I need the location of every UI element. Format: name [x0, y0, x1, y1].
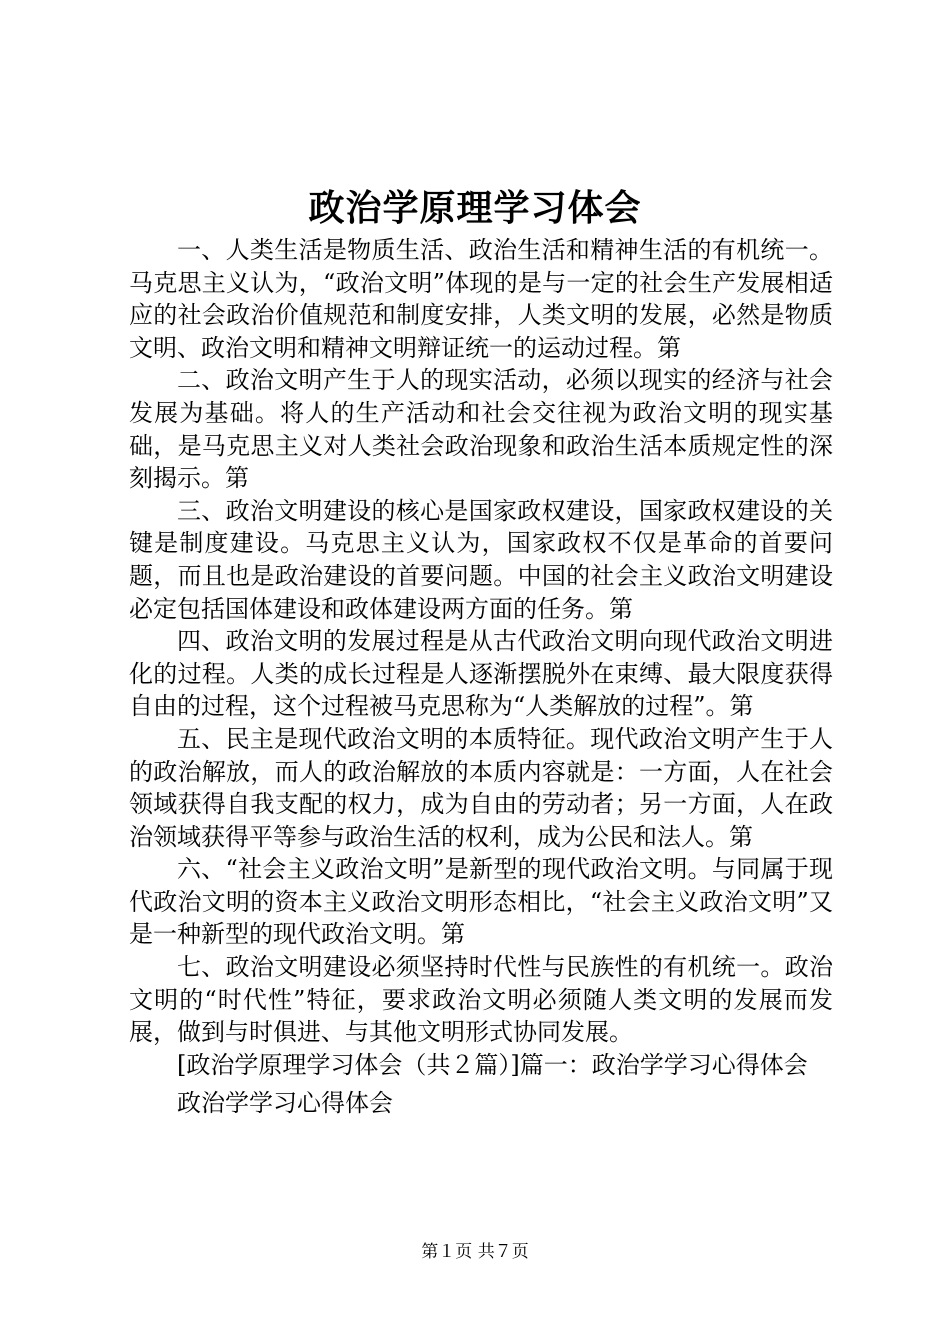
paragraph-4: 四、政治文明的发展过程是从古代政治文明向现代政治文明进化的过程。人类的成长过程是人逐渐摆脱外在束缚、最大限度获得自由的过程，这个过程被马克思称为“人类解放的过程”。第	[129, 627, 833, 721]
paragraph-3: 三、政治文明建设的核心是国家政权建设，国家政权建设的关键是制度建设。马克思主义认为，国家政权不仅是革命的首要问题，而且也是政治建设的首要问题。中国的社会主义政治文明建设必定包括国体建设和政体建设两方面的任务。第	[129, 496, 833, 623]
document-title: 政治学原理学习体会	[308, 187, 642, 229]
paragraph-2: 二、政治文明产生于人的现实活动，必须以现实的经济与社会发展为基础。将人的生产活动和社会交往视为政治文明的现实基础，是马克思主义对人类社会政治现象和政治生活本质规定性的深刻揭示。第	[129, 366, 833, 493]
document-body	[129, 234, 833, 1120]
paragraph-7: 七、政治文明建设必须坚持时代性与民族性的有机统一。政治文明的“时代性”特征，要求政治文明必须随人类文明的发展而发展，做到与时俱进、与其他文明形式协同发展。	[129, 953, 833, 1047]
paragraph-5: 五、民主是现代政治文明的本质特征。现代政治文明产生于人的政治解放，而人的政治解放的本质内容就是：一方面，人在社会领域获得自我支配的权力，成为自由的劳动者；另一方面，人在政治领域获得平等参与政治生活的权利，成为公民和法人。第	[129, 724, 833, 851]
section-subheading: 政治学学习心得体会	[177, 1089, 393, 1118]
paragraph-1: 一、人类生活是物质生活、政治生活和精神生活的有机统一。马克思主义认为，“政治文明”体现的是与一定的社会生产发展相适应的社会政治价值规范和制度安排，人类文明的发展，必然是物质文明、政治文明和精神文明辩证统一的运动过程。第	[129, 236, 833, 362]
paragraph-8: [政治学原理学习体会（共２篇）]篇一：政治学学习心得体会	[177, 1050, 808, 1079]
paragraph-6: 六、“社会主义政治文明”是新型的现代政治文明。与同属于现代政治文明的资本主义政治文明形态相比，“社会主义政治文明”又是一种新型的现代政治文明。第	[129, 855, 833, 949]
page-number-footer: 第１页 共７页	[421, 1242, 529, 1262]
